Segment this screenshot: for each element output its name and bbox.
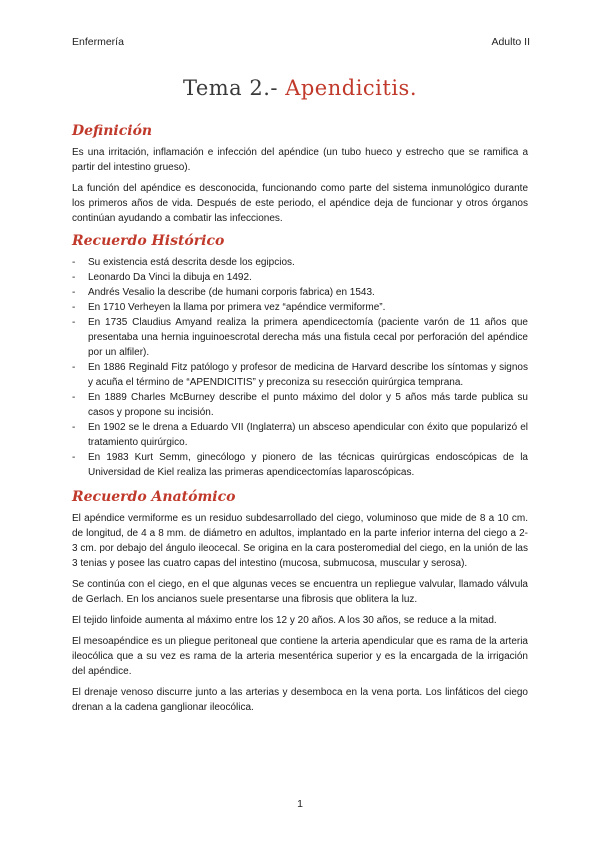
- title-main: Apendicitis.: [285, 76, 418, 100]
- anatomico-paragraph-1: El apéndice vermiforme es un residuo subdesarrollado del ciego, voluminoso que mide de 8 a 10 cm. de longitud, de 4 a 8 mm. de diámetro en adultos, implantado en la parte inferior interna del ciego a 2-3 cm. por debajo del ángulo ileocecal. Se origina en la cara posteromedial del ciego, en la unión de las 3 tenias y posee las cuatro capas del intestino (mucosa, submucosa, muscular y serosa).: [72, 513, 528, 569]
- list-item: - En 1710 Verheyen la llama por primera vez “apéndice vermiforme”.: [72, 300, 528, 315]
- page-title: [0, 76, 600, 100]
- header-subject: Enfermería: [72, 36, 124, 48]
- heading-anatomico: Recuerdo Anatómico: [72, 489, 236, 505]
- section-historico: [72, 232, 528, 480]
- historico-list: [72, 255, 528, 480]
- list-item: - Leonardo Da Vinci la dibuja en 1492.: [72, 270, 528, 285]
- definicion-paragraph-1: Es una irritación, inflamación e infección del apéndice (un tubo hueco y estrecho que se ramifica a partir del intestino grueso).: [72, 147, 528, 173]
- header-course: Adulto II: [491, 36, 530, 48]
- anatomico-paragraph-3: El tejido linfoide aumenta al máximo entre los 12 y 20 años. A los 30 años, se reduce a la mitad.: [72, 615, 497, 626]
- definicion-paragraph-2: La función del apéndice es desconocida, funcionando como parte del sistema inmunológico durante los primeros años de vida. Después de este periodo, el apéndice deja de funcionar y otros órganos continúan ayudando a combatir las infecciones.: [72, 183, 528, 224]
- title-prefix: Tema 2.-: [182, 76, 279, 100]
- list-item: - Andrés Vesalio la describe (de humani corporis fabrica) en 1543.: [72, 285, 528, 300]
- anatomico-paragraph-2: Se continúa con el ciego, en el que algunas veces se encuentra un repliegue valvular, llamado válvula de Gerlach. En los ancianos suele presentarse una fibrosis que oblitera la luz.: [72, 579, 528, 605]
- anatomico-paragraph-5: El drenaje venoso discurre junto a las arterias y desemboca en la vena porta. Los linfáticos del ciego drenan a la cadena ganglionar ileocólica.: [72, 687, 528, 713]
- heading-definicion: Definición: [72, 123, 153, 139]
- list-item: - En 1889 Charles McBurney describe el punto máximo del dolor y 5 años más tarde publica su casos y propone su incisión.: [72, 390, 528, 420]
- list-item: - En 1735 Claudius Amyand realiza la primera apendicectomía (paciente varón de 11 años que presentaba una hernia inguinoescrotal derecha más una fistula cecal por perforación del apéndice por un alfiler).: [72, 315, 528, 360]
- list-item: - En 1886 Reginald Fitz patólogo y profesor de medicina de Harvard describe los síntomas y signos y acuña el término de “APENDICITIS” y preconiza su resección quirúrgica temprana.: [72, 360, 528, 390]
- section-definicion: [72, 122, 528, 226]
- section-anatomico: [72, 488, 528, 715]
- anatomico-paragraph-4: El mesoapéndice es un pliegue peritoneal que contiene la arteria apendicular que es rama de la arteria ileocólica que a su vez es rama de la arteria mesentérica superior y es la encargada de la irrigación del apéndice.: [72, 636, 528, 677]
- document-body: [72, 122, 528, 721]
- list-item: - Su existencia está descrita desde los egipcios.: [72, 255, 528, 270]
- heading-historico: Recuerdo Histórico: [72, 233, 225, 249]
- page-number: 1: [297, 798, 303, 810]
- list-item: - En 1902 se le drena a Eduardo VII (Inglaterra) un absceso apendicular con éxito que popularizó el tratamiento quirúrgico.: [72, 420, 528, 450]
- list-item: - En 1983 Kurt Semm, ginecólogo y pionero de las técnicas quirúrgicas endoscópicas de la Universidad de Kiel realiza las primeras apendicectomías laparoscópicas.: [72, 450, 528, 480]
